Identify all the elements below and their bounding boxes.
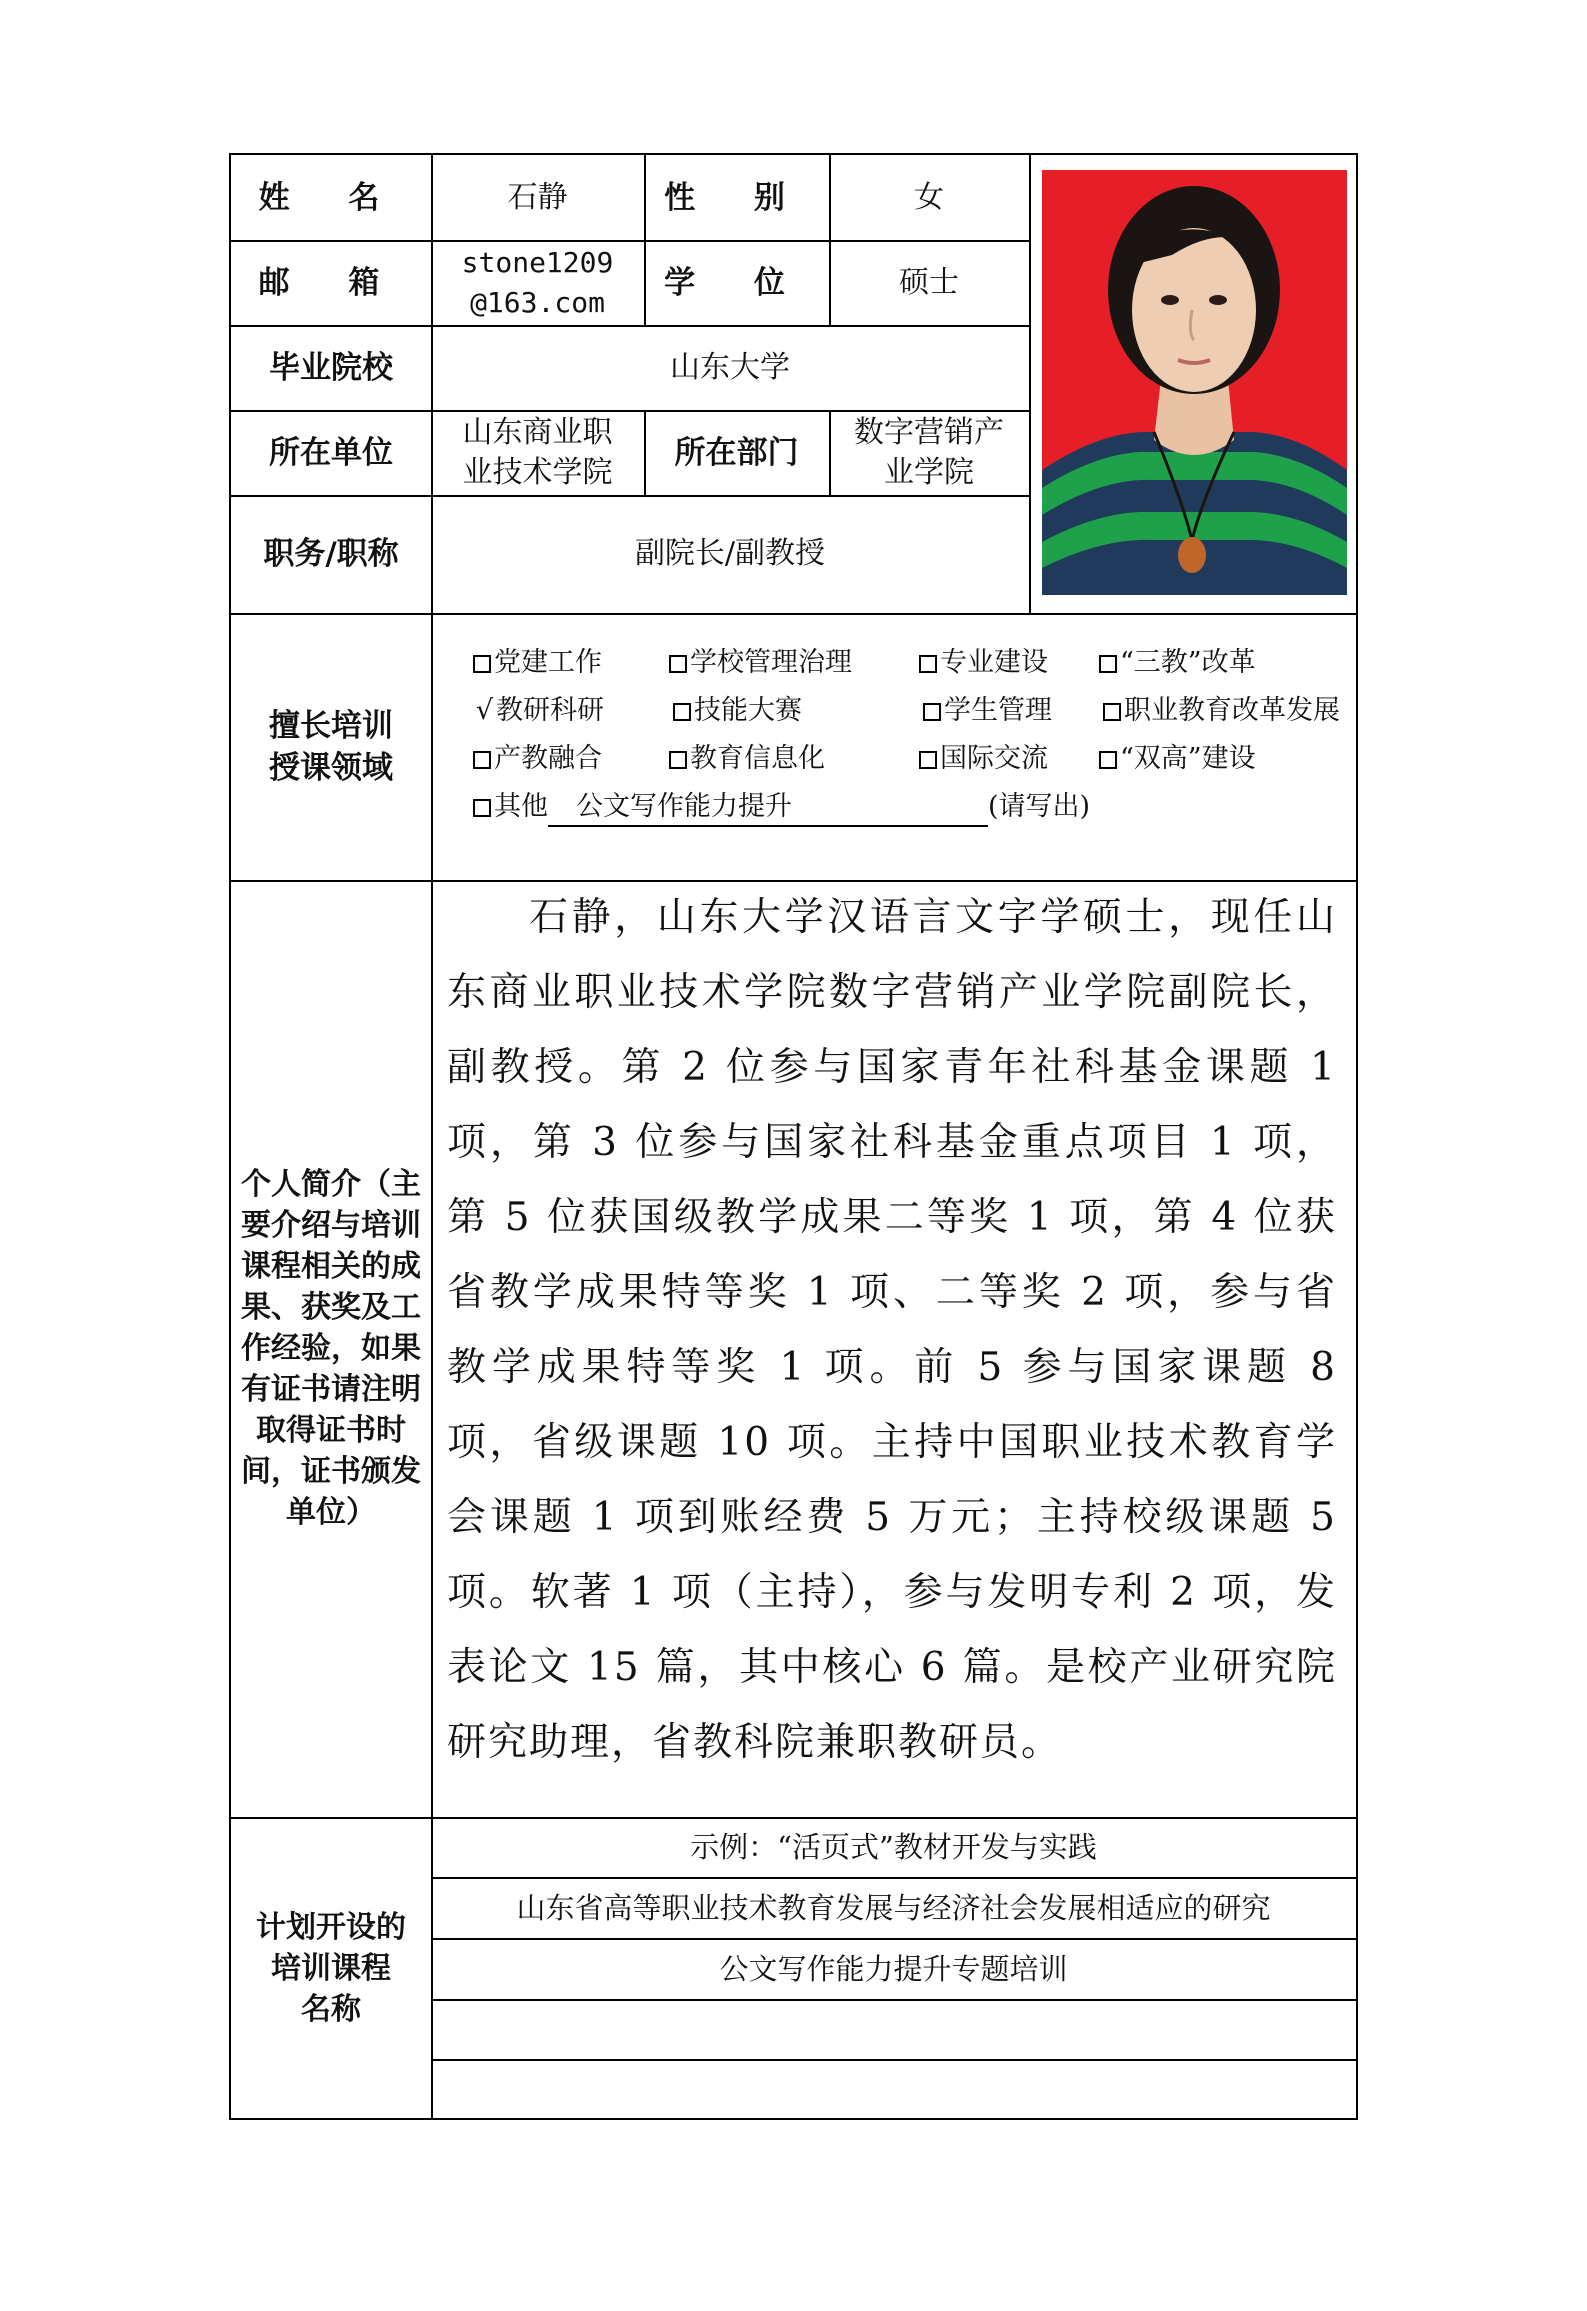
school-label: 毕业院校 (269, 349, 393, 386)
course-row[interactable] (431, 1999, 1356, 2059)
area-option[interactable] (923, 693, 1052, 729)
area-option-label: 专业建设 (940, 647, 1048, 678)
dept-line-1: 数字营销产 (854, 414, 1004, 450)
checkbox-icon[interactable] (669, 655, 687, 673)
unit-line-1: 山东商业职 (462, 414, 613, 450)
area-option[interactable] (669, 645, 852, 681)
area-option-label: 党建工作 (494, 647, 602, 678)
course-row[interactable]: 山东省高等职业技术教育发展与经济社会发展相适应的研究 (516, 1890, 1271, 1925)
area-option[interactable] (1099, 741, 1256, 777)
checkbox-icon[interactable] (1103, 703, 1121, 721)
training-areas-label-line-2: 授课领域 (269, 749, 393, 786)
email-line-1: stone1209 (461, 245, 614, 279)
area-option-label: 教研科研 (496, 695, 604, 726)
email-label: 邮 箱 (258, 264, 404, 301)
other-hint: (请写出) (988, 791, 1091, 822)
portrait-illustration (1042, 170, 1347, 595)
school-value: 山东大学 (670, 349, 790, 385)
name-label: 姓 名 (258, 179, 404, 216)
courses-label-line-1: 计划开设的 (256, 1910, 406, 1945)
area-option[interactable] (669, 741, 825, 777)
email-value (431, 240, 644, 325)
area-option-other[interactable] (473, 789, 1090, 827)
unit-line-2: 业技术学院 (462, 454, 613, 490)
col-divider (1029, 155, 1031, 613)
area-option[interactable] (1099, 645, 1256, 681)
checkbox-icon[interactable] (669, 751, 687, 769)
unit-value (431, 410, 644, 495)
dept-value (829, 410, 1029, 495)
name-value: 石静 (507, 179, 568, 215)
area-option[interactable] (473, 693, 604, 729)
portrait-photo (1042, 170, 1347, 595)
unit-label: 所在单位 (269, 434, 393, 471)
area-option-label: 教育信息化 (690, 743, 825, 774)
area-option[interactable] (473, 645, 602, 681)
training-areas-label-line-1: 擅长培训 (269, 707, 393, 744)
area-option[interactable] (673, 693, 802, 729)
course-row[interactable]: 公文写作能力提升专题培训 (719, 1951, 1068, 1986)
checkbox-icon[interactable] (923, 703, 941, 721)
area-option-label: 学生管理 (944, 695, 1052, 726)
gender-label: 性 别 (664, 179, 809, 216)
checkbox-icon[interactable] (1099, 751, 1117, 769)
area-option-label: 学校管理治理 (690, 647, 852, 678)
checkbox-icon[interactable] (919, 655, 937, 673)
checkbox-icon[interactable] (473, 751, 491, 769)
area-option[interactable] (1103, 693, 1340, 729)
other-label: 其他 (494, 791, 548, 822)
courses-label-line-3: 名称 (301, 1992, 361, 2027)
area-option-label: “三教”改革 (1120, 647, 1256, 678)
checkbox-icon[interactable] (473, 799, 491, 817)
area-option-label: 技能大赛 (694, 695, 802, 726)
area-option[interactable] (919, 741, 1048, 777)
area-option[interactable] (919, 645, 1048, 681)
degree-value: 硕士 (899, 264, 959, 300)
email-line-2: @163.com (470, 285, 605, 319)
course-row[interactable]: 示例：“活页式”教材开发与实践 (690, 1830, 1097, 1864)
area-option[interactable] (473, 741, 602, 777)
training-areas-label (231, 613, 431, 880)
degree-label: 学 位 (664, 264, 809, 301)
other-input[interactable]: 公文写作能力提升 (548, 789, 988, 827)
checkbox-icon[interactable] (919, 751, 937, 769)
title-label: 职务/职称 (263, 536, 399, 572)
courses-label-line-2: 培训课程 (271, 1951, 391, 1986)
dept-label: 所在部门 (674, 434, 799, 471)
bio-text: 石静，山东大学汉语言文字学硕士，现任山东商业职业技术学院数字营销产业学院副院长，副教授。第 2 位参与国家青年社科基金课题 1 项，第 3 位参与国家社科基金重点项目 1 项，第 5 位获国级教学成果二等奖 1 项，第 4 位获省教学成果特等奖 1 项、二等奖 2 项，参与省教学成果特等奖 1 项。前 5 参与国家课题 8 项，省级课题 10 项。主持中国职业技术教育学会课题 1 项到账经费 5 万元；主持校级课题 5 项。软著 1 项（主持），参与发明专利 2 项，发表论文 15 篇，其中核心 6 篇。是校产业研究院研究助理，省教科院兼职教研员。 (447, 895, 1337, 1765)
course-row[interactable] (431, 2059, 1356, 2120)
checkbox-icon[interactable] (1099, 655, 1117, 673)
checkmark-icon[interactable]: √ (475, 695, 494, 726)
courses-label (231, 1817, 431, 2120)
checkbox-icon[interactable] (473, 655, 491, 673)
dept-line-2: 业学院 (884, 454, 974, 490)
area-option-label: 国际交流 (940, 743, 1048, 774)
area-option-label: 产教融合 (494, 743, 602, 774)
area-option-label: 职业教育改革发展 (1124, 695, 1340, 726)
training-areas-options (473, 645, 1353, 825)
bio-label: 个人简介（主要介绍与培训课程相关的成果、获奖及工作经验，如果有证书请注明取得证书时间，证书颁发单位） (241, 1167, 421, 1530)
checkbox-icon[interactable] (673, 703, 691, 721)
title-value: 副院长/副教授 (634, 536, 826, 571)
gender-value: 女 (914, 179, 944, 215)
area-option-label: “双高”建设 (1120, 743, 1256, 774)
profile-form-table (229, 153, 1358, 2120)
